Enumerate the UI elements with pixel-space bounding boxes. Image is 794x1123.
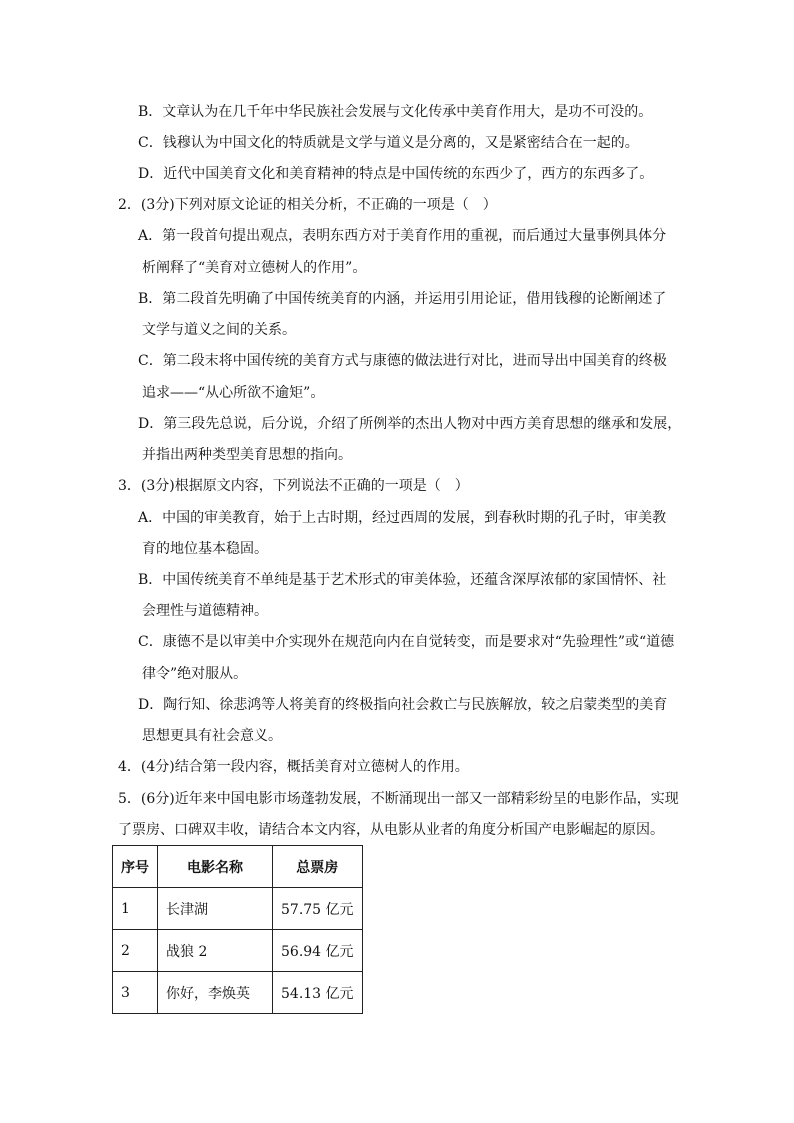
q3-option-a-cont: 育的地位基本稳固。 [142, 541, 268, 557]
question-5-stem-cont: 了票房、口碑双丰收，请结合本文内容，从电影从业者的角度分析国产电影崛起的原因。 [118, 822, 664, 838]
table-row [113, 930, 363, 972]
q1-option-b: B．文章认为在几千年中华民族社会发展与文化传承中美育作用大，是功不可没的。 [138, 104, 653, 120]
cell-movie-name: 长津湖 [158, 888, 273, 930]
cell-movie-name: 战狼 2 [158, 930, 273, 972]
q1-option-c: C．钱穆认为中国文化的特质就是文学与道义是分离的，又是紧密结合在一起的。 [138, 135, 639, 151]
q3-option-c-cont: 律令”绝对服从。 [142, 666, 248, 682]
cell-index: 1 [113, 888, 158, 930]
q3-option-d: D．陶行知、徐悲鸿等人将美育的终极指向社会救亡与民族解放，较之启蒙类型的美育 [138, 697, 668, 713]
q2-option-c: C．第二段末将中国传统的美育方式与康德的做法进行对比，进而导出中国美育的终极 [138, 353, 667, 369]
box-office-table [112, 845, 363, 1014]
header-box-office: 总票房 [273, 846, 363, 888]
question-4-stem: 4．(4分)结合第一段内容，概括美育对立德树人的作用。 [118, 759, 469, 775]
q2-option-b-cont: 文学与道义之间的关系。 [142, 322, 296, 338]
header-movie-name: 电影名称 [158, 846, 273, 888]
q3-option-a: A．中国的审美教育，始于上古时期，经过西周的发展，到春秋时期的孔子时，审美教 [138, 510, 667, 526]
table-row [113, 972, 363, 1014]
table-row [113, 888, 363, 930]
cell-index: 2 [113, 930, 158, 972]
cell-box-office: 57.75 亿元 [273, 888, 363, 930]
q2-option-d-cont: 并指出两种类型美育思想的指向。 [142, 447, 352, 463]
cell-box-office: 54.13 亿元 [273, 972, 363, 1014]
q2-option-d: D．第三段先总说，后分说，介绍了所例举的杰出人物对中西方美育思想的继承和发展， [138, 416, 682, 432]
q2-option-c-cont: 追求——“从心所欲不逾矩”。 [142, 385, 325, 401]
q3-option-b: B．中国传统美育不单纯是基于艺术形式的审美体验，还蕴含深厚浓郁的家国情怀、社 [138, 572, 667, 588]
question-2-stem: 2．(3分)下列对原文论证的相关分析，不正确的一项是（ ） [118, 197, 497, 213]
question-3-stem: 3．(3分)根据原文内容，下列说法不正确的一项是（ ） [118, 478, 469, 494]
cell-index: 3 [113, 972, 158, 1014]
q1-option-d: D．近代中国美育文化和美育精神的特点是中国传统的东西少了，西方的东西多了。 [138, 166, 654, 182]
cell-movie-name: 你好，李焕英 [158, 972, 273, 1014]
q2-option-a: A．第一段首句提出观点，表明东西方对于美育作用的重视，而后通过大量事例具体分 [138, 228, 667, 244]
cell-box-office: 56.94 亿元 [273, 930, 363, 972]
q3-option-d-cont: 思想更具有社会意义。 [142, 728, 282, 744]
q3-option-b-cont: 会理性与道德精神。 [142, 603, 268, 619]
q3-option-c: C．康德不是以审美中介实现外在规范向内在自觉转变，而是要求对“先验理性”或“道德 [138, 634, 675, 650]
question-5-stem: 5．(6分)近年来中国电影市场蓬勃发展，不断涌现出一部又一部精彩纷呈的电影作品，实现 [118, 791, 679, 807]
q2-option-a-cont: 析阐释了“美育对立德树人的作用”。 [142, 260, 367, 276]
q2-option-b: B．第二段首先明确了中国传统美育的内涵，并运用引用论证，借用钱穆的论断阐述了 [138, 291, 667, 307]
header-index: 序号 [113, 846, 158, 888]
table-header-row [113, 846, 363, 888]
